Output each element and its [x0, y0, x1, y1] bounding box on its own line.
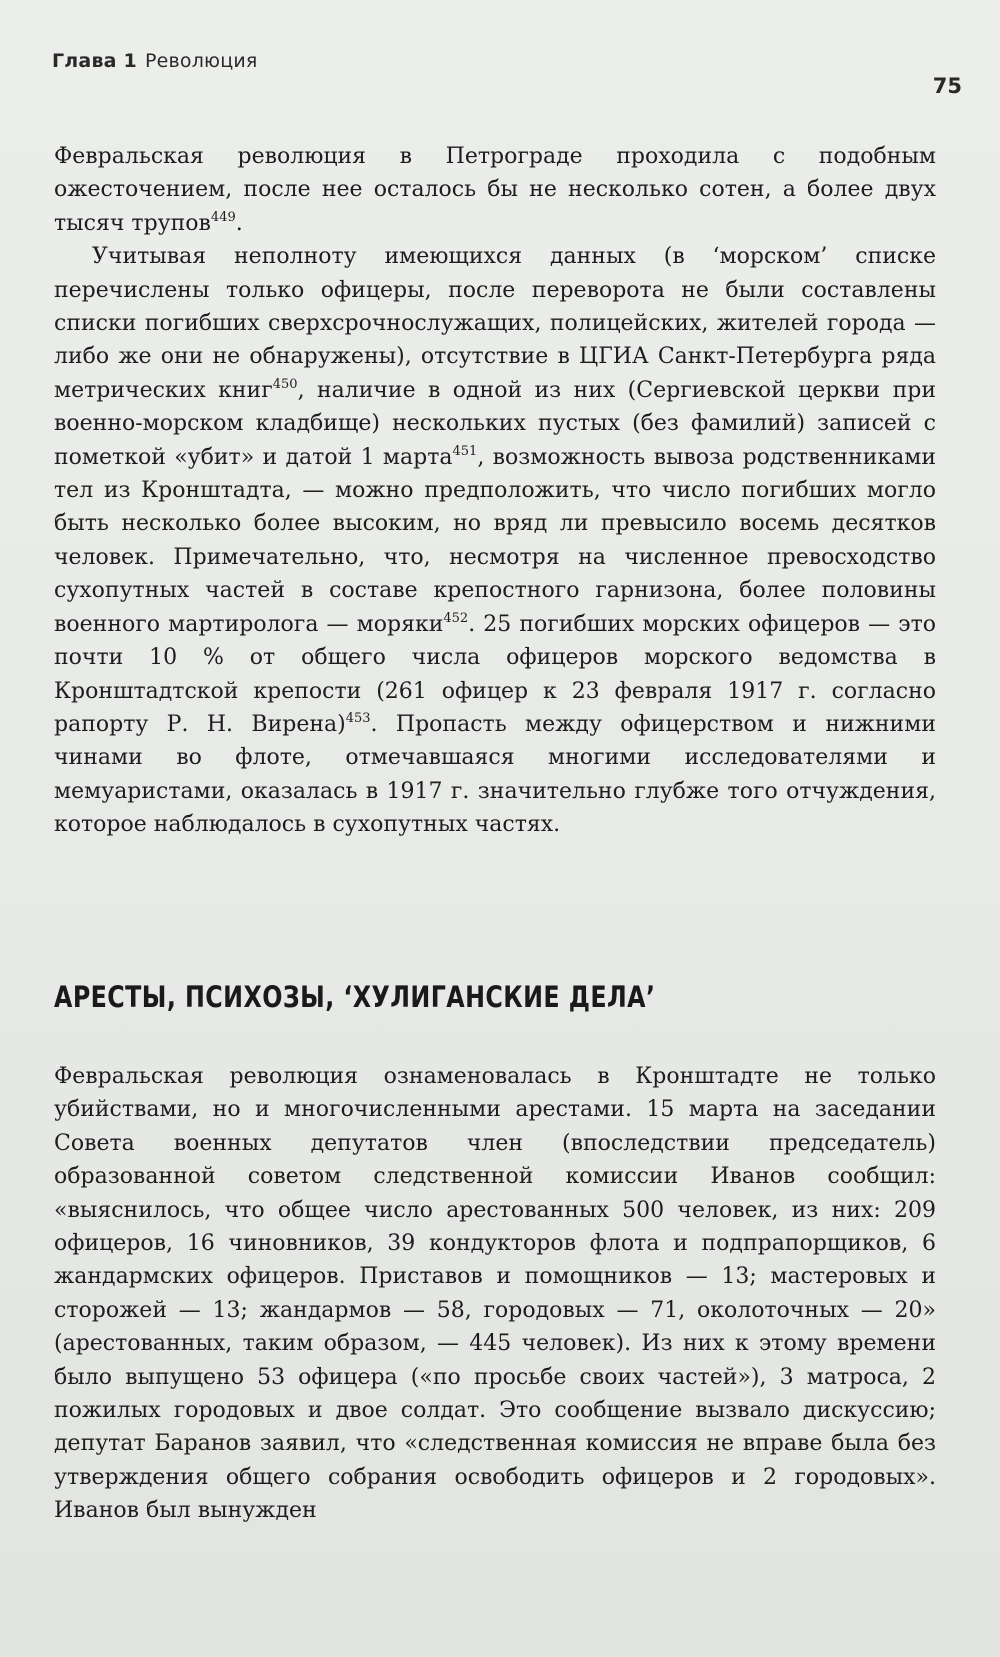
section-heading: АРЕСТЫ, ПСИХОЗЫ, ‘ХУЛИГАНСКИЕ ДЕЛА’: [54, 980, 656, 1014]
running-head-title: Революция: [144, 50, 258, 72]
footnote-ref-453[interactable]: 453: [345, 710, 371, 726]
footnote-ref-451[interactable]: 451: [452, 443, 478, 459]
paragraph-2-part-4: . 25 погибших морских офицеров — это почти 10 % от общего числа офицеров морского ведомства в Кронштадтской крепости (261 офицер к 23 февраля 1917 г. согласно рапорту Р. Н. Вирена): [54, 611, 936, 737]
paragraph-2-part-2: , наличие в одной из них (Сергиевской церкви при военно-морском кладбище) нескольких пустых (без фамилий) записей с пометкой «убит» и датой 1 марта: [54, 377, 936, 470]
footnote-ref-450[interactable]: 450: [272, 376, 298, 392]
paragraph-casualties: [54, 240, 936, 841]
paragraph-2-part-5: . Пропасть между офицерством и нижними чинами во флоте, отмечавшаяся многими исследователями и мемуаристами, оказалась в 1917 г. значительно глубже того отчуждения, которое наблюдалось в сухопутных частях.: [54, 711, 936, 838]
text-block-upper: [54, 140, 936, 842]
page-number: 75: [932, 74, 962, 98]
running-head: [52, 50, 258, 72]
footnote-ref-449[interactable]: 449: [210, 209, 236, 225]
text-block-lower: [54, 1060, 936, 1528]
paragraph-1-end: .: [235, 210, 243, 236]
running-head-chapter: Глава 1: [52, 50, 137, 72]
footnote-ref-452[interactable]: 452: [443, 610, 469, 626]
paragraph-2-part-3: , возможность вывоза родственниками тел из Кронштадта, — можно предположить, что число погибших могло быть несколько более высоким, но вряд ли превысило восемь десятков человек. Примечательно, что, несмотря на численное превосходство сухопутных частей в составе крепостного гарнизона, более половины военного мартиролога — моряки: [54, 444, 937, 637]
paragraph-2-part-1: Учитывая неполноту имеющихся данных (в ‘морском’ списке перечислены только офицеры, после переворота не были составлены списки погибших сверхсрочнослужащих, полицейских, жителей города — либо же они не обнаружены), отсутствие в ЦГИА Санкт-Петербурга ряда метрических книг: [54, 244, 936, 403]
paragraph-continuation: [54, 140, 936, 240]
paragraph-arrests: Февральская революция ознаменовалась в Кронштадте не только убийствами, но и многочисленными арестами. 15 марта на заседании Совета военных депутатов член (впоследствии председатель) образованной советом следственной комиссии Иванов сообщил: «выяснилось, что общее число арестованных 500 человек, из них: 209 офицеров, 16 чиновников, 39 кондукторов флота и подпрапорщиков, 6 жандармских офицеров. Приставов и помощников — 13; мастеровых и сторожей — 13; жандармов — 58, городовых — 71, околоточных — 20» (арестованных, таким образом, — 445 человек). Из них к этому времени было выпущено 53 офицера («по просьбе своих частей»), 3 матроса, 2 пожилых городовых и двое солдат. Это сообщение вызвало дискуссию; депутат Баранов заявил, что «следственная комиссия не вправе была без утверждения общего собрания освободить офицеров и 2 городовых». Иванов был вынужден: [54, 1064, 936, 1524]
paragraph-1-text: Февральская революция в Петрограде проходила с подобным ожесточением, после нее осталось бы не несколько сотен, а более двух тысяч трупов: [54, 144, 936, 236]
